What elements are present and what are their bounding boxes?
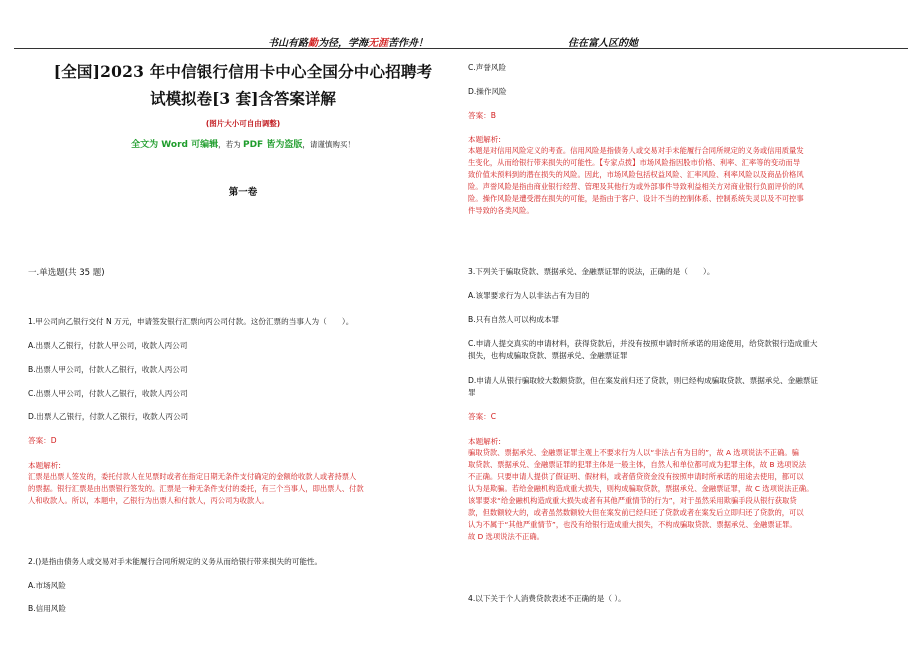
- q2-answer: 答案：B: [468, 111, 496, 120]
- q3-option-a: A.该罪要求行为人以非法占有为目的: [468, 291, 590, 300]
- header-motto: 书山有路勤为径，学海无涯苦作舟！: [268, 38, 428, 49]
- q2-option-d: D.操作风险: [468, 87, 507, 96]
- left-questions: [28, 0, 458, 651]
- q3-answer: 答案：C: [468, 412, 497, 421]
- q2-option-a: A.市场风险: [28, 581, 66, 590]
- right-column: [468, 0, 908, 651]
- q2-analysis-line: 生变化，从而给银行带来损失的可能性。【专家点拨】市场风险指因股市价格、利率、汇率等的变动而导: [468, 158, 801, 167]
- header-author: 住在富人区的她: [568, 38, 638, 49]
- copyright-note: 全文为 Word 可编辑，若为 PDF 皆为盗版，请谨慎购买！: [131, 140, 355, 150]
- q3-analysis-line: 故 D 选项说法不正确。: [468, 532, 544, 541]
- q2-option-b: B.信用风险: [28, 604, 66, 613]
- q3-analysis-line: 取贷款、票据承兑、金融票证罪的犯罪主体是一般主体，自然人和单位都可成为犯罪主体，故 B 选项说法: [468, 460, 807, 469]
- q1-option-b: B.出票人甲公司，付款人乙银行，收款人丙公司: [28, 365, 188, 374]
- q3-option-d: D.申请人从银行骗取较大数额贷款，但在案发前归还了贷款，则已经构成骗取贷款、票据承兑、金融票证: [468, 376, 818, 385]
- q3-analysis-label: 本题解析:: [468, 437, 501, 446]
- q3-analysis-line: 骗取贷款、票据承兑、金融票证罪主观上不要求行为人以“非法占有为目的”，故 A 选项说法不正确。骗: [468, 448, 799, 457]
- image-size-note: (图片大小可自由调整): [205, 119, 281, 128]
- q1-analysis-label: 本题解析:: [28, 461, 61, 470]
- q3-option-c-cont: 损失，也构成骗取贷款、票据承兑、金融票证罪: [468, 351, 628, 360]
- q2-analysis-line: 本题是对信用风险定义的考查。信用风险是指债务人或交易对手未能履行合同所规定的义务或信用质量发: [468, 146, 804, 155]
- q3-analysis-line: 认为是欺骗。若给金融机构造成重大损失，则构成骗取贷款，票据承兑、金融票证罪，故 C 选项说法正确。: [468, 484, 814, 493]
- q1-analysis-line: 汇票是出票人签发的，委托付款人在见票时或者在指定日期无条件支付确定的金额给收款人或者持票人: [28, 472, 357, 481]
- q4-stem: 4.以下关于个人消费贷款表述不正确的是（ ）。: [468, 594, 626, 603]
- q1-option-d: D.出票人乙银行，付款人乙银行，收款人丙公司: [28, 412, 189, 421]
- q3-stem: 3.下列关于骗取贷款、票据承兑、金融票证罪的说法，正确的是（ ）。: [468, 267, 715, 276]
- q1-analysis-line: 人和收款人。所以，本题中，乙银行为出票人和付款人，丙公司为收款人。: [28, 496, 269, 505]
- doc-title-line1: [全国]2023 年中信银行信用卡中心全国分中心招聘考: [53, 62, 433, 81]
- q3-option-c: C.申请人提交真实的申请材料，获得贷款后，并没有按照申请时所承诺的用途使用，给贷款银行造成重大: [468, 339, 818, 348]
- q2-stem: 2.()是指由债务人或交易对手未能履行合同所规定的义务从而给银行带来损失的可能性。: [28, 557, 323, 566]
- q1-option-a: A.出票人乙银行，付款人甲公司，收款人丙公司: [28, 341, 188, 350]
- q3-analysis-line: 不正确。只要申请人提供了假证明、假材料，或者借贷资金没有按照申请时所承诺的用途去使用，都可以: [468, 472, 804, 481]
- q3-option-d-cont: 罪: [468, 388, 476, 397]
- section-heading: 一.单选题(共 35 题): [28, 268, 105, 278]
- q3-option-b: B.只有自然人可以构成本罪: [468, 315, 560, 324]
- q2-analysis-line: 险。操作风险是遭受潜在损失的可能，是指由于客户、设计不当的控制体系、控制系统失灵以及不可控事: [468, 194, 804, 203]
- q3-analysis-line: 款，但数额较大的，或者虽然数额较大但在案发前已经归还了贷款或者在案发后立即归还了贷款的，可以: [468, 508, 804, 517]
- q3-analysis-line: 认为不属于“其他严重情节”，也没有给银行造成重大损失，不构成骗取贷款、票据承兑、金融票证罪。: [468, 520, 797, 529]
- q2-analysis-line: 致价值未预料到的潜在损失的风险。因此，市场风险包括权益风险、汇率风险、利率风险以及商品价格风: [468, 170, 804, 179]
- q2-option-c: C.声誉风险: [468, 63, 507, 72]
- q2-analysis-line: 件导致的各类风险。: [468, 206, 534, 215]
- q1-analysis-line: 的票据。银行汇票是由出票银行签发的。汇票是一种无条件支付的委托，有三个当事人，即出票人、付款: [28, 484, 364, 493]
- volume-heading: 第一卷: [228, 187, 258, 198]
- q2-analysis-line: 险。声誉风险是指由商业银行经营、管理及其他行为或外部事件导致利益相关方对商业银行负面评价的风: [468, 182, 804, 191]
- q1-answer: 答案：D: [28, 436, 57, 445]
- q3-analysis-line: 该罪要求“给金融机构造成重大损失或者有其他严重情节的行为”，对于虽然采用欺骗手段从银行获取贷: [468, 496, 797, 505]
- q1-option-c: C.出票人甲公司，付款人乙银行，收款人丙公司: [28, 389, 188, 398]
- q2-analysis-label: 本题解析:: [468, 135, 501, 144]
- doc-title-line2: 试模拟卷[3 套]含答案详解: [150, 89, 336, 108]
- q1-stem: 1.甲公司向乙银行交付 N 万元，申请签发银行汇票向丙公司付款。这份汇票的当事人为（ ）。: [28, 317, 354, 326]
